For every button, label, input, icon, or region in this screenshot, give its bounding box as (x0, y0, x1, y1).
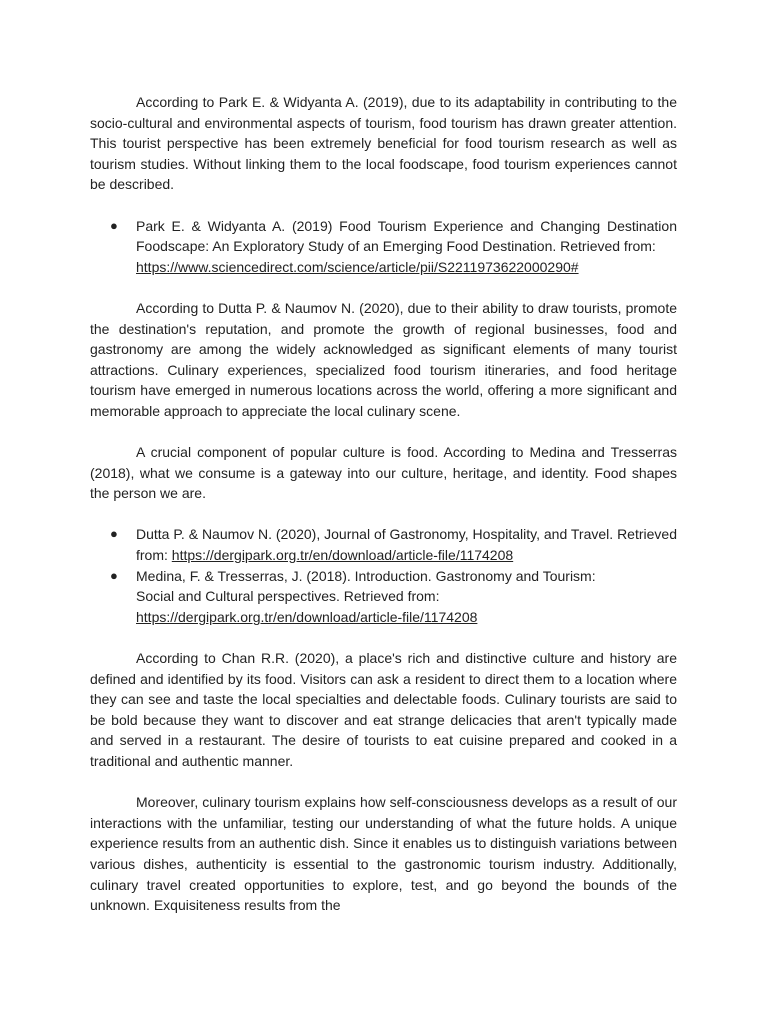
bullet-icon: ● (110, 217, 118, 233)
reference-park-widyanta (90, 216, 677, 278)
reference-link-dergipark[interactable]: https://dergipark.org.tr/en/download/article-file/1174208 (171, 547, 514, 564)
reference-text-line-2: Social and Cultural perspectives. Retrieved from: (136, 588, 440, 605)
reference-dutta-naumov (90, 524, 677, 565)
paragraph-dutta-naumov: According to Dutta P. & Naumov N. (2020), due to their ability to draw tourists, promote the destination's reputation, and promote the growth of regional businesses, food and gastronomy are among the widely acknowledged as significant elements of many tourist attractions. Culinary experiences, specialized food tourism itineraries, and food heritage tourism have emerged in numerous locations across the world, offering a more significant and memorable approach to appreciate the local culinary scene. (90, 299, 677, 419)
reference-text-line-1: Medina, F. & Tresserras, J. (2018). Introduction. Gastronomy and Tourism: (136, 567, 596, 584)
paragraph-park-widyanta: According to Park E. & Widyanta A. (2019), due to its adaptability in contributing to the socio-cultural and environmental aspects of tourism, food tourism has drawn greater attention. This tourist perspective has been extremely beneficial for food tourism research as well as tourism studies. Without linking them to the local foodscape, food tourism experiences cannot be described. (90, 94, 677, 193)
reference-text: Park E. & Widyanta A. (2019) Food Tourism Experience and Changing Destination Foodscape: An Exploratory Study of an Emerging Food Destination. Retrieved from: (136, 217, 677, 255)
reference-link-dergipark[interactable]: https://dergipark.org.tr/en/download/article-file/1174208 (136, 608, 478, 625)
reference-list-1 (90, 216, 677, 278)
reference-text: Dutta P. & Naumov N. (2020), Journal of Gastronomy, Hospitality, and Travel. Retrieved from: (136, 526, 677, 564)
bullet-icon: ● (110, 526, 118, 542)
paragraph-popular-culture: A crucial component of popular culture is food. According to Medina and Tresserras (2018), what we consume is a gateway into our culture, heritage, and identity. Food shapes the person we are. (90, 444, 677, 502)
reference-link-sciencedirect[interactable]: https://www.sciencedirect.com/science/article/pii/S2211973622000290# (136, 258, 579, 275)
document-page (90, 92, 677, 936)
paragraph-chan: According to Chan R.R. (2020), a place's rich and distinctive culture and history are defined and identified by its food. Visitors can ask a resident to direct them to a location where they can see and taste the local specialties and delectable foods. Culinary tourists are said to be bold because they want to discover and eat strange delicacies that aren't typically made and served in a restaurant. The desire of tourists to eat cuisine prepared and cooked in a traditional and authentic manner. (90, 650, 677, 769)
reference-medina-tresserras (90, 566, 677, 628)
reference-list-2 (90, 524, 677, 627)
paragraph-culinary-tourism: Moreover, culinary tourism explains how self-consciousness develops as a result of our interactions with the unfamiliar, testing our understanding of what the future holds. A unique experience results from an authentic dish. Since it enables us to distinguish variations between various dishes, authenticity is essential to the gastronomic tourism industry. Additionally, culinary travel created opportunities to explore, test, and go beyond the bounds of the unknown. Exquisiteness results from the (90, 794, 677, 914)
bullet-icon: ● (110, 567, 118, 583)
